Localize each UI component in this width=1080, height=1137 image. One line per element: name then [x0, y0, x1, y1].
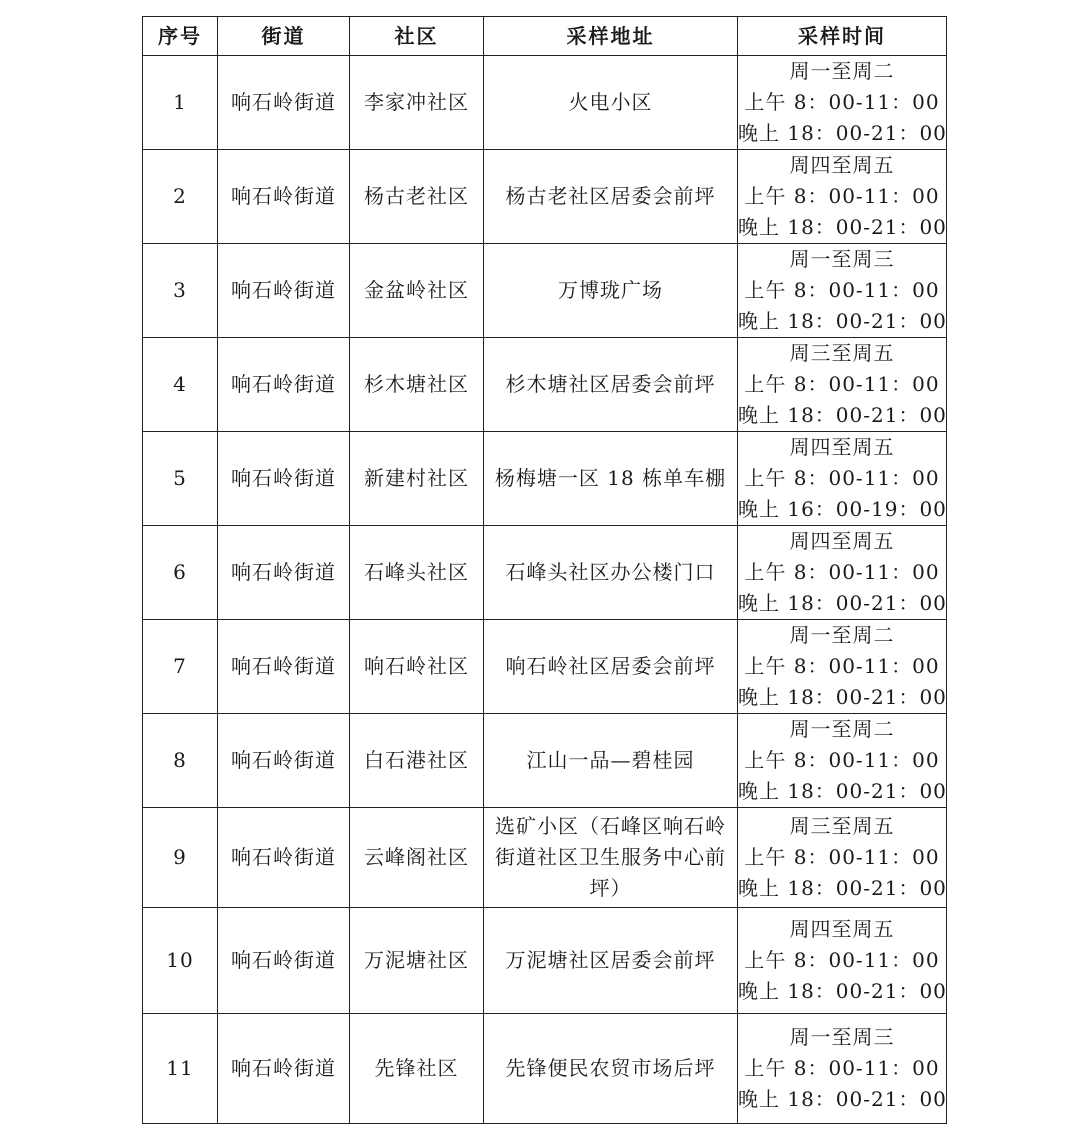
row-address: 万博珑广场: [484, 244, 738, 338]
time-evening: 晚上 18：00-21：00: [738, 1087, 947, 1111]
row-community: 石峰头社区: [350, 526, 484, 620]
row-no: 7: [143, 620, 218, 714]
row-time: [738, 620, 947, 714]
row-time: [738, 808, 947, 908]
row-street: 响石岭街道: [218, 908, 350, 1014]
time-days: 周一至周二: [789, 59, 895, 83]
row-time: [738, 908, 947, 1014]
table-row: [143, 338, 947, 432]
row-address: 杨梅塘一区 18 栋单车棚: [484, 432, 738, 526]
row-community: 白石港社区: [350, 714, 484, 808]
time-evening: 晚上 16：00-19：00: [738, 497, 947, 521]
row-community: 金盆岭社区: [350, 244, 484, 338]
time-days: 周四至周五: [789, 153, 895, 177]
row-no: 6: [143, 526, 218, 620]
time-morning: 上午 8：00-11：00: [744, 748, 940, 772]
row-street: 响石岭街道: [218, 150, 350, 244]
row-time: [738, 150, 947, 244]
time-morning: 上午 8：00-11：00: [744, 372, 940, 396]
row-address: 选矿小区（石峰区响石岭街道社区卫生服务中心前坪）: [484, 808, 738, 908]
table-row: [143, 432, 947, 526]
time-days: 周一至周三: [789, 247, 895, 271]
row-street: 响石岭街道: [218, 338, 350, 432]
row-street: 响石岭街道: [218, 808, 350, 908]
sampling-schedule-table: [142, 16, 947, 1124]
header-street: 街道: [218, 17, 350, 56]
table-row: [143, 150, 947, 244]
table-row: [143, 714, 947, 808]
row-address: 杉木塘社区居委会前坪: [484, 338, 738, 432]
row-street: 响石岭街道: [218, 56, 350, 150]
time-evening: 晚上 18：00-21：00: [738, 876, 947, 900]
row-community: 响石岭社区: [350, 620, 484, 714]
row-time: [738, 432, 947, 526]
row-address: 先锋便民农贸市场后坪: [484, 1014, 738, 1124]
time-morning: 上午 8：00-11：00: [744, 278, 940, 302]
row-address: 石峰头社区办公楼门口: [484, 526, 738, 620]
header-no: 序号: [143, 17, 218, 56]
row-community: 云峰阁社区: [350, 808, 484, 908]
row-time: [738, 244, 947, 338]
row-no: 11: [143, 1014, 218, 1124]
row-address: 火电小区: [484, 56, 738, 150]
row-street: 响石岭街道: [218, 620, 350, 714]
time-evening: 晚上 18：00-21：00: [738, 779, 947, 803]
time-days: 周四至周五: [789, 435, 895, 459]
row-time: [738, 1014, 947, 1124]
time-morning: 上午 8：00-11：00: [744, 845, 940, 869]
time-evening: 晚上 18：00-21：00: [738, 403, 947, 427]
row-address: 万泥塘社区居委会前坪: [484, 908, 738, 1014]
time-days: 周三至周五: [789, 341, 895, 365]
time-days: 周一至周二: [789, 623, 895, 647]
time-morning: 上午 8：00-11：00: [744, 948, 940, 972]
header-community: 社区: [350, 17, 484, 56]
row-no: 8: [143, 714, 218, 808]
time-days: 周一至周三: [789, 1025, 895, 1049]
table-row: [143, 1014, 947, 1124]
row-no: 10: [143, 908, 218, 1014]
row-community: 李家冲社区: [350, 56, 484, 150]
time-morning: 上午 8：00-11：00: [744, 184, 940, 208]
row-address: 杨古老社区居委会前坪: [484, 150, 738, 244]
time-days: 周一至周二: [789, 717, 895, 741]
row-community: 杉木塘社区: [350, 338, 484, 432]
table-row: [143, 620, 947, 714]
row-street: 响石岭街道: [218, 526, 350, 620]
row-no: 1: [143, 56, 218, 150]
time-morning: 上午 8：00-11：00: [744, 654, 940, 678]
row-community: 先锋社区: [350, 1014, 484, 1124]
row-no: 9: [143, 808, 218, 908]
time-morning: 上午 8：00-11：00: [744, 560, 940, 584]
time-morning: 上午 8：00-11：00: [744, 1056, 940, 1080]
row-no: 2: [143, 150, 218, 244]
time-evening: 晚上 18：00-21：00: [738, 121, 947, 145]
table-row: [143, 808, 947, 908]
header-time: 采样时间: [738, 17, 947, 56]
table-header-row: [143, 17, 947, 56]
header-address: 采样地址: [484, 17, 738, 56]
row-community: 万泥塘社区: [350, 908, 484, 1014]
time-days: 周四至周五: [789, 917, 895, 941]
row-address: 江山一品—碧桂园: [484, 714, 738, 808]
time-evening: 晚上 18：00-21：00: [738, 591, 947, 615]
table-row: [143, 56, 947, 150]
row-street: 响石岭街道: [218, 432, 350, 526]
row-community: 新建村社区: [350, 432, 484, 526]
time-evening: 晚上 18：00-21：00: [738, 685, 947, 709]
row-no: 3: [143, 244, 218, 338]
row-community: 杨古老社区: [350, 150, 484, 244]
table-row: [143, 526, 947, 620]
time-morning: 上午 8：00-11：00: [744, 90, 940, 114]
time-morning: 上午 8：00-11：00: [744, 466, 940, 490]
row-street: 响石岭街道: [218, 1014, 350, 1124]
row-time: [738, 526, 947, 620]
row-time: [738, 714, 947, 808]
time-evening: 晚上 18：00-21：00: [738, 215, 947, 239]
time-evening: 晚上 18：00-21：00: [738, 309, 947, 333]
row-street: 响石岭街道: [218, 244, 350, 338]
time-days: 周四至周五: [789, 529, 895, 553]
time-evening: 晚上 18：00-21：00: [738, 979, 947, 1003]
row-time: [738, 56, 947, 150]
table-row: [143, 908, 947, 1014]
time-days: 周三至周五: [789, 814, 895, 838]
table-row: [143, 244, 947, 338]
row-address: 响石岭社区居委会前坪: [484, 620, 738, 714]
row-time: [738, 338, 947, 432]
row-no: 5: [143, 432, 218, 526]
row-no: 4: [143, 338, 218, 432]
row-street: 响石岭街道: [218, 714, 350, 808]
